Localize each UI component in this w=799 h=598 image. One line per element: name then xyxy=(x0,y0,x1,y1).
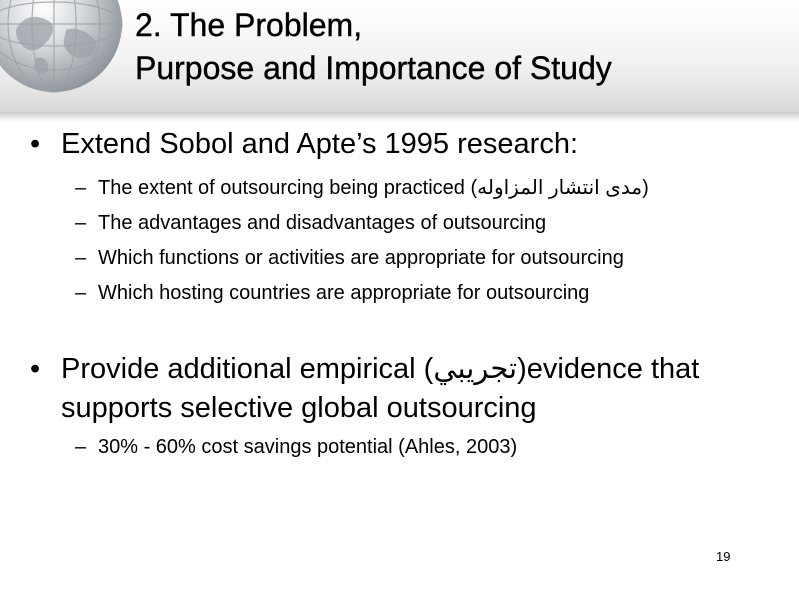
sub-bullet-marker: – xyxy=(75,247,87,269)
sub-bullet-marker: – xyxy=(75,177,87,199)
sub-bullet-marker: – xyxy=(75,282,87,304)
page-number: 19 xyxy=(716,549,731,564)
bullet-marker: • xyxy=(30,128,41,160)
sub-bullet-text: The advantages and disadvantages of outsourcing xyxy=(98,212,547,234)
slide-title xyxy=(135,4,612,90)
bullet-marker: • xyxy=(30,353,41,385)
sub-bullet-marker: – xyxy=(75,212,87,234)
sub-bullet-text: 30% - 60% cost savings potential (Ahles, 2003) xyxy=(98,436,518,458)
sub-bullet-text: Which functions or activities are appropriate for outsourcing xyxy=(98,247,624,269)
bullet-text: Provide additional empirical (تجريبي)evidence that xyxy=(61,353,700,385)
sub-bullet-text: The extent of outsourcing being practiced (مدى انتشار المزاوله) xyxy=(98,177,649,199)
bullet-text-continued: supports selective global outsourcing xyxy=(61,392,537,424)
globe-icon xyxy=(0,0,127,102)
sub-bullet-marker: – xyxy=(75,436,87,458)
title-line-2: Purpose and Importance of Study xyxy=(135,50,612,86)
bullet-text: Extend Sobol and Apte’s 1995 research: xyxy=(61,128,579,160)
sub-bullet-text: Which hosting countries are appropriate for outsourcing xyxy=(98,282,590,304)
header-divider xyxy=(0,112,799,122)
title-line-1: 2. The Problem, xyxy=(135,7,363,43)
